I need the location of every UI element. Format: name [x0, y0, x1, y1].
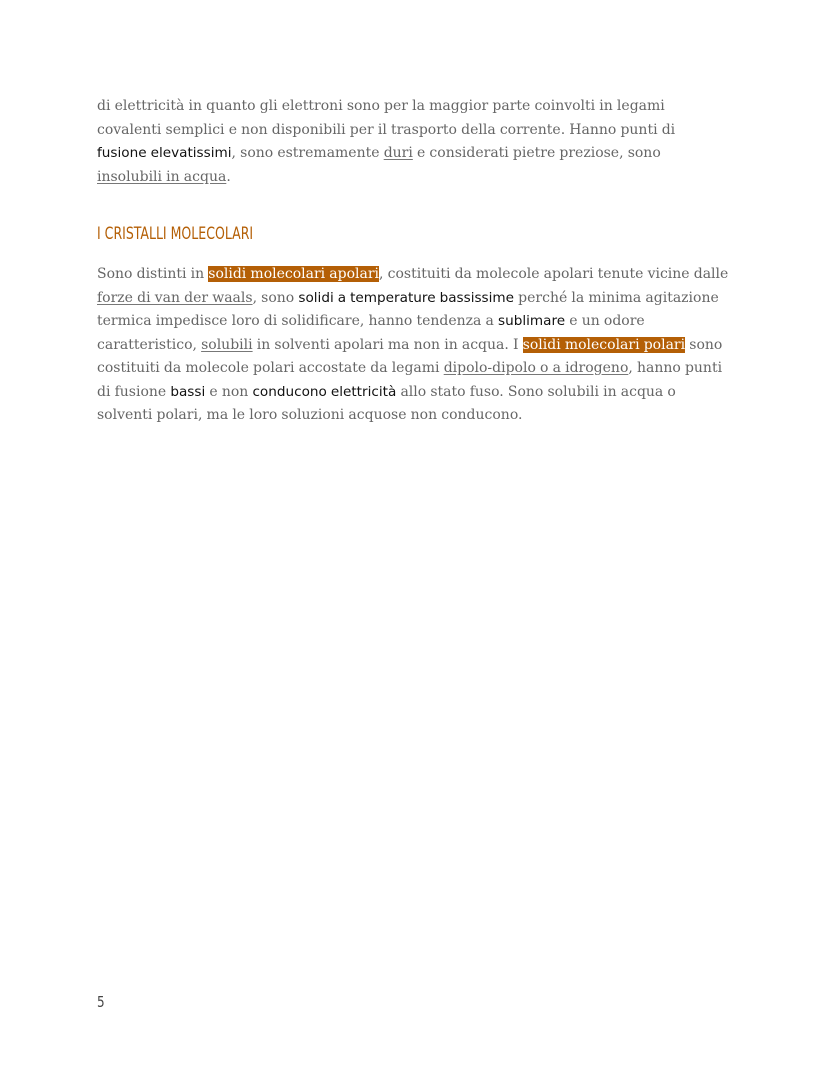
bold-term: solidi a temperature bassissime — [298, 289, 515, 306]
text-run: e considerati pietre preziose, sono — [412, 145, 661, 161]
underlined-term: insolubili in acqua — [97, 168, 227, 185]
section-heading: I CRISTALLI MOLECOLARI — [97, 224, 254, 244]
text-run: covalenti semplici e non disponibili per il trasporto della corrente. Hanno punti di — [97, 121, 676, 138]
underlined-term: duri — [383, 145, 413, 161]
text-run: sono — [685, 336, 723, 353]
text-run: e non — [205, 383, 253, 400]
text-run: solventi polari, ma le loro soluzioni acquose non conducono. — [97, 407, 523, 423]
text-run: di fusione — [97, 383, 171, 400]
text-run: caratteristico, — [97, 336, 202, 353]
text-run: allo stato fuso. Sono solubili in acqua o — [396, 383, 676, 400]
highlighted-term: solidi molecolari polari — [522, 336, 686, 353]
highlighted-term: solidi molecolari apolari — [208, 266, 380, 282]
text-run: e un odore — [565, 313, 645, 329]
text-line — [97, 310, 737, 334]
text-run: , sono — [252, 289, 299, 306]
text-run: termica impedisce loro di solidificare, hanno tendenza a — [97, 313, 499, 329]
text-line — [97, 334, 737, 358]
underlined-term: solubili — [201, 336, 253, 353]
text-line — [97, 381, 737, 405]
text-line — [97, 142, 737, 166]
paragraph-covalent-crystals-continued — [97, 95, 737, 189]
text-line — [97, 287, 737, 311]
text-line — [97, 357, 737, 381]
underlined-term: dipolo-dipolo o a idrogeno — [443, 360, 629, 376]
text-run: di elettricità in quanto gli elettroni sono per la maggior parte coinvolti in legami — [97, 98, 665, 114]
page-number: 5 — [97, 993, 105, 1011]
text-run: costituiti da molecole polari accostate da legami — [97, 360, 444, 376]
bold-term: fusione elevatissimi — [97, 145, 232, 161]
text-run: perché la minima agitazione — [514, 289, 719, 306]
text-line — [97, 263, 737, 287]
text-line — [97, 166, 737, 190]
underlined-term: forze di van der waals — [97, 289, 253, 306]
bold-term: sublimare — [498, 313, 566, 329]
text-run: , sono estremamente — [231, 145, 384, 161]
bold-term: bassi — [170, 383, 206, 400]
text-line — [97, 119, 737, 143]
paragraph-molecular-crystals — [97, 263, 737, 428]
bold-term: conducono elettricità — [252, 383, 397, 400]
text-run: , costituiti da molecole apolari tenute vicine dalle — [379, 266, 729, 282]
text-line — [97, 95, 737, 119]
text-line — [97, 404, 737, 428]
text-run: . — [226, 168, 231, 185]
text-run: Sono distinti in — [97, 266, 209, 282]
text-run: , hanno punti — [628, 360, 723, 376]
text-run: in solventi apolari ma non in acqua. I — [252, 336, 523, 353]
